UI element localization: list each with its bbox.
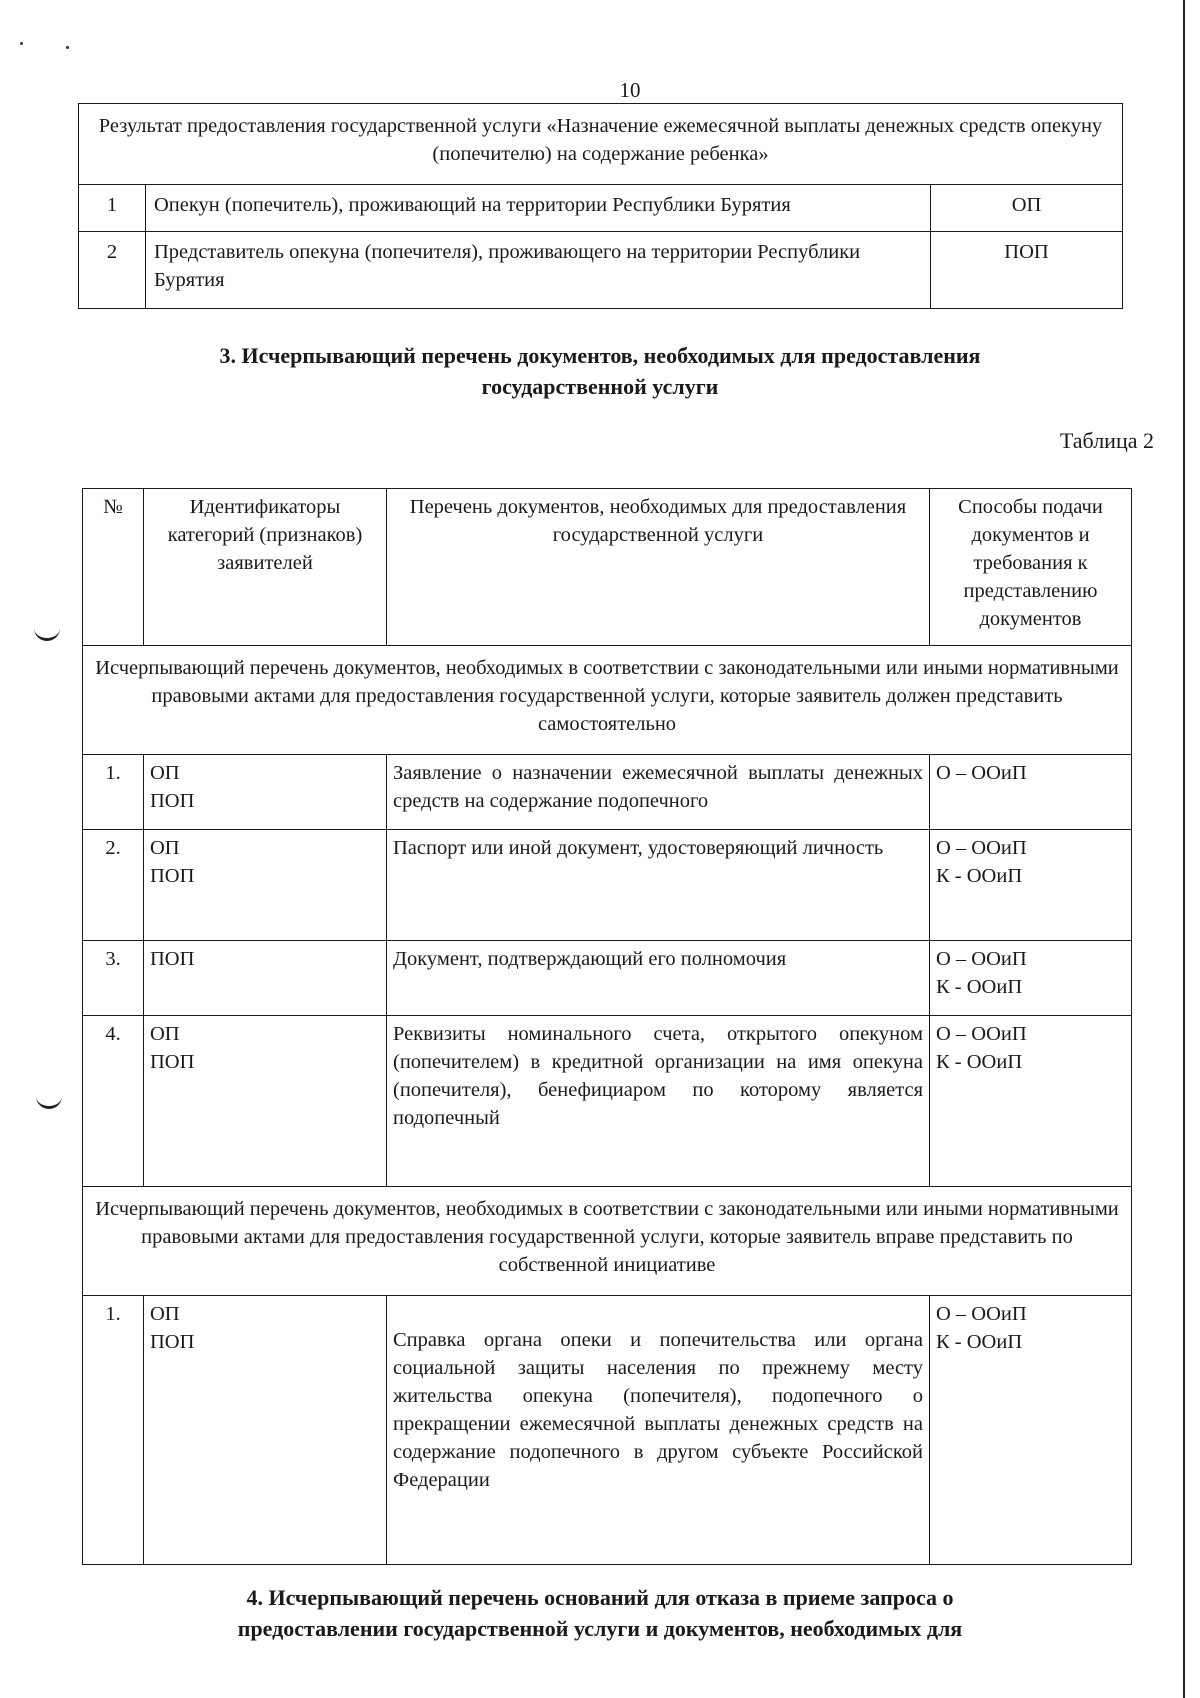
row-methods (930, 1296, 1132, 1565)
table-row (83, 755, 1132, 830)
row-number: 4. (83, 1016, 144, 1187)
method-code: К - ООиП (936, 976, 1023, 998)
binding-mark (36, 1096, 62, 1109)
method-code: О – ООиП (936, 948, 1027, 970)
row-text: Опекун (попечитель), проживающий на территории Республики Бурятия (146, 185, 931, 232)
row-categories (144, 755, 387, 830)
row-number: 1 (79, 185, 146, 232)
scan-speck (20, 42, 23, 45)
row-methods (930, 755, 1132, 830)
group-row (83, 646, 1132, 755)
table-row (83, 941, 1132, 1016)
row-document: Справка органа опеки и попечительства или органа социальной защиты населения по прежнему месту жительства опекуна (попечителя), подопечного о прекращении ежемесячной выплаты денежных средств на содержание подопечного в другом субъекте Российской Федерации (387, 1296, 930, 1565)
row-document: Реквизиты номинального счета, открытого опекуном (попечителем) в кредитной организации на имя опекуна (попечителя), бенефициаром по которому является подопечный (387, 1016, 930, 1187)
category-code: ПОП (150, 1051, 195, 1073)
category-code: ОП (150, 1303, 180, 1325)
row-number: 1. (83, 1296, 144, 1565)
section-title-line: 3. Исчерпывающий перечень документов, необходимых для предоставления (219, 343, 981, 368)
table-label: Таблица 2 (1059, 428, 1154, 453)
table-header-row (83, 489, 1132, 646)
section-title-line: 4. Исчерпывающий перечень оснований для отказа в приеме запроса о (246, 1585, 954, 1610)
row-number: 2 (79, 232, 146, 309)
row-document: Заявление о назначении ежемесячной выплаты денежных средств на содержание подопечного (387, 755, 930, 830)
table-row (79, 185, 1123, 232)
row-categories (144, 941, 387, 1016)
page-number: 10 (619, 78, 641, 102)
table-row (83, 1296, 1132, 1565)
table-row (83, 830, 1132, 941)
section-4-title (100, 1582, 1100, 1644)
row-document: Документ, подтверждающий его полномочия (387, 941, 930, 1016)
table-row (83, 1016, 1132, 1187)
section-title-line: предоставлении государственной услуги и документов, необходимых для (237, 1616, 963, 1641)
header-documents: Перечень документов, необходимых для предоставления государственной услуги (387, 489, 930, 646)
method-code: К - ООиП (936, 1051, 1023, 1073)
page-edge-line (1183, 0, 1185, 1698)
category-code: ОП (150, 762, 180, 784)
category-code: ОП (150, 837, 180, 859)
category-code: ОП (150, 1023, 180, 1045)
group-heading: Исчерпывающий перечень документов, необходимых в соответствии с законодательными или иными нормативными правовыми актами для предоставления государственной услуги, которые заявитель вправе представить по собственной инициативе (83, 1187, 1132, 1296)
method-code: К - ООиП (936, 1331, 1023, 1353)
method-code: К - ООиП (936, 865, 1023, 887)
row-methods (930, 830, 1132, 941)
method-code: О – ООиП (936, 762, 1027, 784)
row-categories (144, 1016, 387, 1187)
row-number: 2. (83, 830, 144, 941)
row-methods (930, 941, 1132, 1016)
result-table-header: Результат предоставления государственной услуги «Назначение ежемесячной выплаты денежных средств опекуну (попечителю) на содержание ребенка» (79, 104, 1123, 185)
group-row (83, 1187, 1132, 1296)
header-categories: Идентификаторы категорий (признаков) заявителей (144, 489, 387, 646)
section-3-title (100, 340, 1100, 402)
header-num: № (83, 489, 144, 646)
section-title-line: государственной услуги (481, 374, 719, 399)
table-row (79, 232, 1123, 309)
row-document: Паспорт или иной документ, удостоверяющий личность (387, 830, 930, 941)
row-number: 3. (83, 941, 144, 1016)
row-categories (144, 830, 387, 941)
method-code: О – ООиП (936, 837, 1027, 859)
method-code: О – ООиП (936, 1303, 1027, 1325)
binding-mark (34, 628, 60, 641)
row-number: 1. (83, 755, 144, 830)
header-methods: Способы подачи документов и требования к представлению документов (930, 489, 1132, 646)
category-code: ПОП (150, 865, 195, 887)
result-table (78, 103, 1123, 309)
group-heading: Исчерпывающий перечень документов, необходимых в соответствии с законодательными или иными нормативными правовыми актами для предоставления государственной услуги, которые заявитель должен представить самостоятельно (83, 646, 1132, 755)
category-code: ПОП (150, 1331, 195, 1353)
row-code: ОП (931, 185, 1123, 232)
row-text: Представитель опекуна (попечителя), проживающего на территории Республики Бурятия (146, 232, 931, 309)
row-methods (930, 1016, 1132, 1187)
row-code: ПОП (931, 232, 1123, 309)
method-code: О – ООиП (936, 1023, 1027, 1045)
scan-speck (66, 46, 69, 49)
category-code: ПОП (150, 790, 195, 812)
category-code: ПОП (150, 948, 195, 970)
row-categories (144, 1296, 387, 1565)
documents-table (82, 488, 1132, 1565)
